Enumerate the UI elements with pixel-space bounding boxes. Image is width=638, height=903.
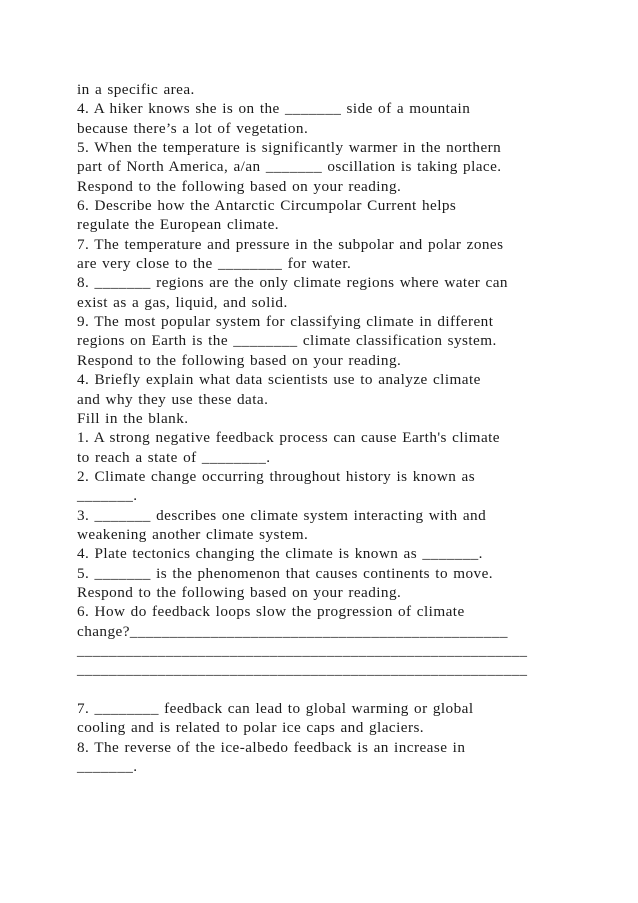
text-line: exist as a gas, liquid, and solid. <box>77 293 288 311</box>
question-line: 5. When the temperature is significantly warmer in the northern <box>77 139 502 157</box>
text-line: in a specific area. <box>77 81 195 98</box>
text-line: cooling and is related to polar ice caps and glaciers. <box>77 719 425 737</box>
text-line: because there’s a lot of vegetation. <box>77 119 309 137</box>
answer-line: ________________________________________________________ <box>77 661 528 679</box>
answer-line: ________________________________________________________ <box>77 641 528 659</box>
question-line: 1. A strong negative feedback process can cause Earth's climate <box>77 429 500 447</box>
section-instruction: Fill in the blank. <box>77 409 189 427</box>
document-text <box>77 80 561 776</box>
text-line: _______. <box>77 487 138 505</box>
question-line: 8. The reverse of the ice-albedo feedback is an increase in <box>77 738 466 756</box>
question-line: 2. Climate change occurring throughout history is known as <box>77 467 476 485</box>
text-line: _______. <box>77 758 138 776</box>
text-line: regions on Earth is the ________ climate classification system. <box>77 332 497 350</box>
question-line: 7. ________ feedback can lead to global warming or global <box>77 700 474 717</box>
text-line: regulate the European climate. <box>77 216 280 234</box>
question-line: 4. Plate tectonics changing the climate is known as _______. <box>77 545 483 563</box>
section-instruction: Respond to the following based on your reading. <box>77 583 402 601</box>
section-instruction: Respond to the following based on your reading. <box>77 351 402 369</box>
question-line: 4. Briefly explain what data scientists use to analyze climate <box>77 371 481 389</box>
question-line: 8. _______ regions are the only climate regions where water can <box>77 274 508 292</box>
question-line: 4. A hiker knows she is on the _______ side of a mountain <box>77 100 471 118</box>
answer-line: change?_______________________________________________ <box>77 622 508 640</box>
text-line: are very close to the ________ for water. <box>77 255 352 273</box>
blank-spacer <box>77 680 561 699</box>
text-line: to reach a state of ________. <box>77 448 271 466</box>
section-instruction: Respond to the following based on your reading. <box>77 177 402 195</box>
question-line: 6. Describe how the Antarctic Circumpolar Current helps <box>77 197 457 215</box>
text-line: and why they use these data. <box>77 390 269 408</box>
question-line: 7. The temperature and pressure in the subpolar and polar zones <box>77 235 504 253</box>
text-line: weakening another climate system. <box>77 525 309 543</box>
question-line: 3. _______ describes one climate system interacting with and <box>77 506 487 524</box>
text-line: part of North America, a/an _______ oscillation is taking place. <box>77 158 502 176</box>
question-line: 6. How do feedback loops slow the progression of climate <box>77 603 465 621</box>
question-line: 5. _______ is the phenomenon that causes continents to move. <box>77 564 494 582</box>
question-line: 9. The most popular system for classifying climate in different <box>77 313 494 331</box>
